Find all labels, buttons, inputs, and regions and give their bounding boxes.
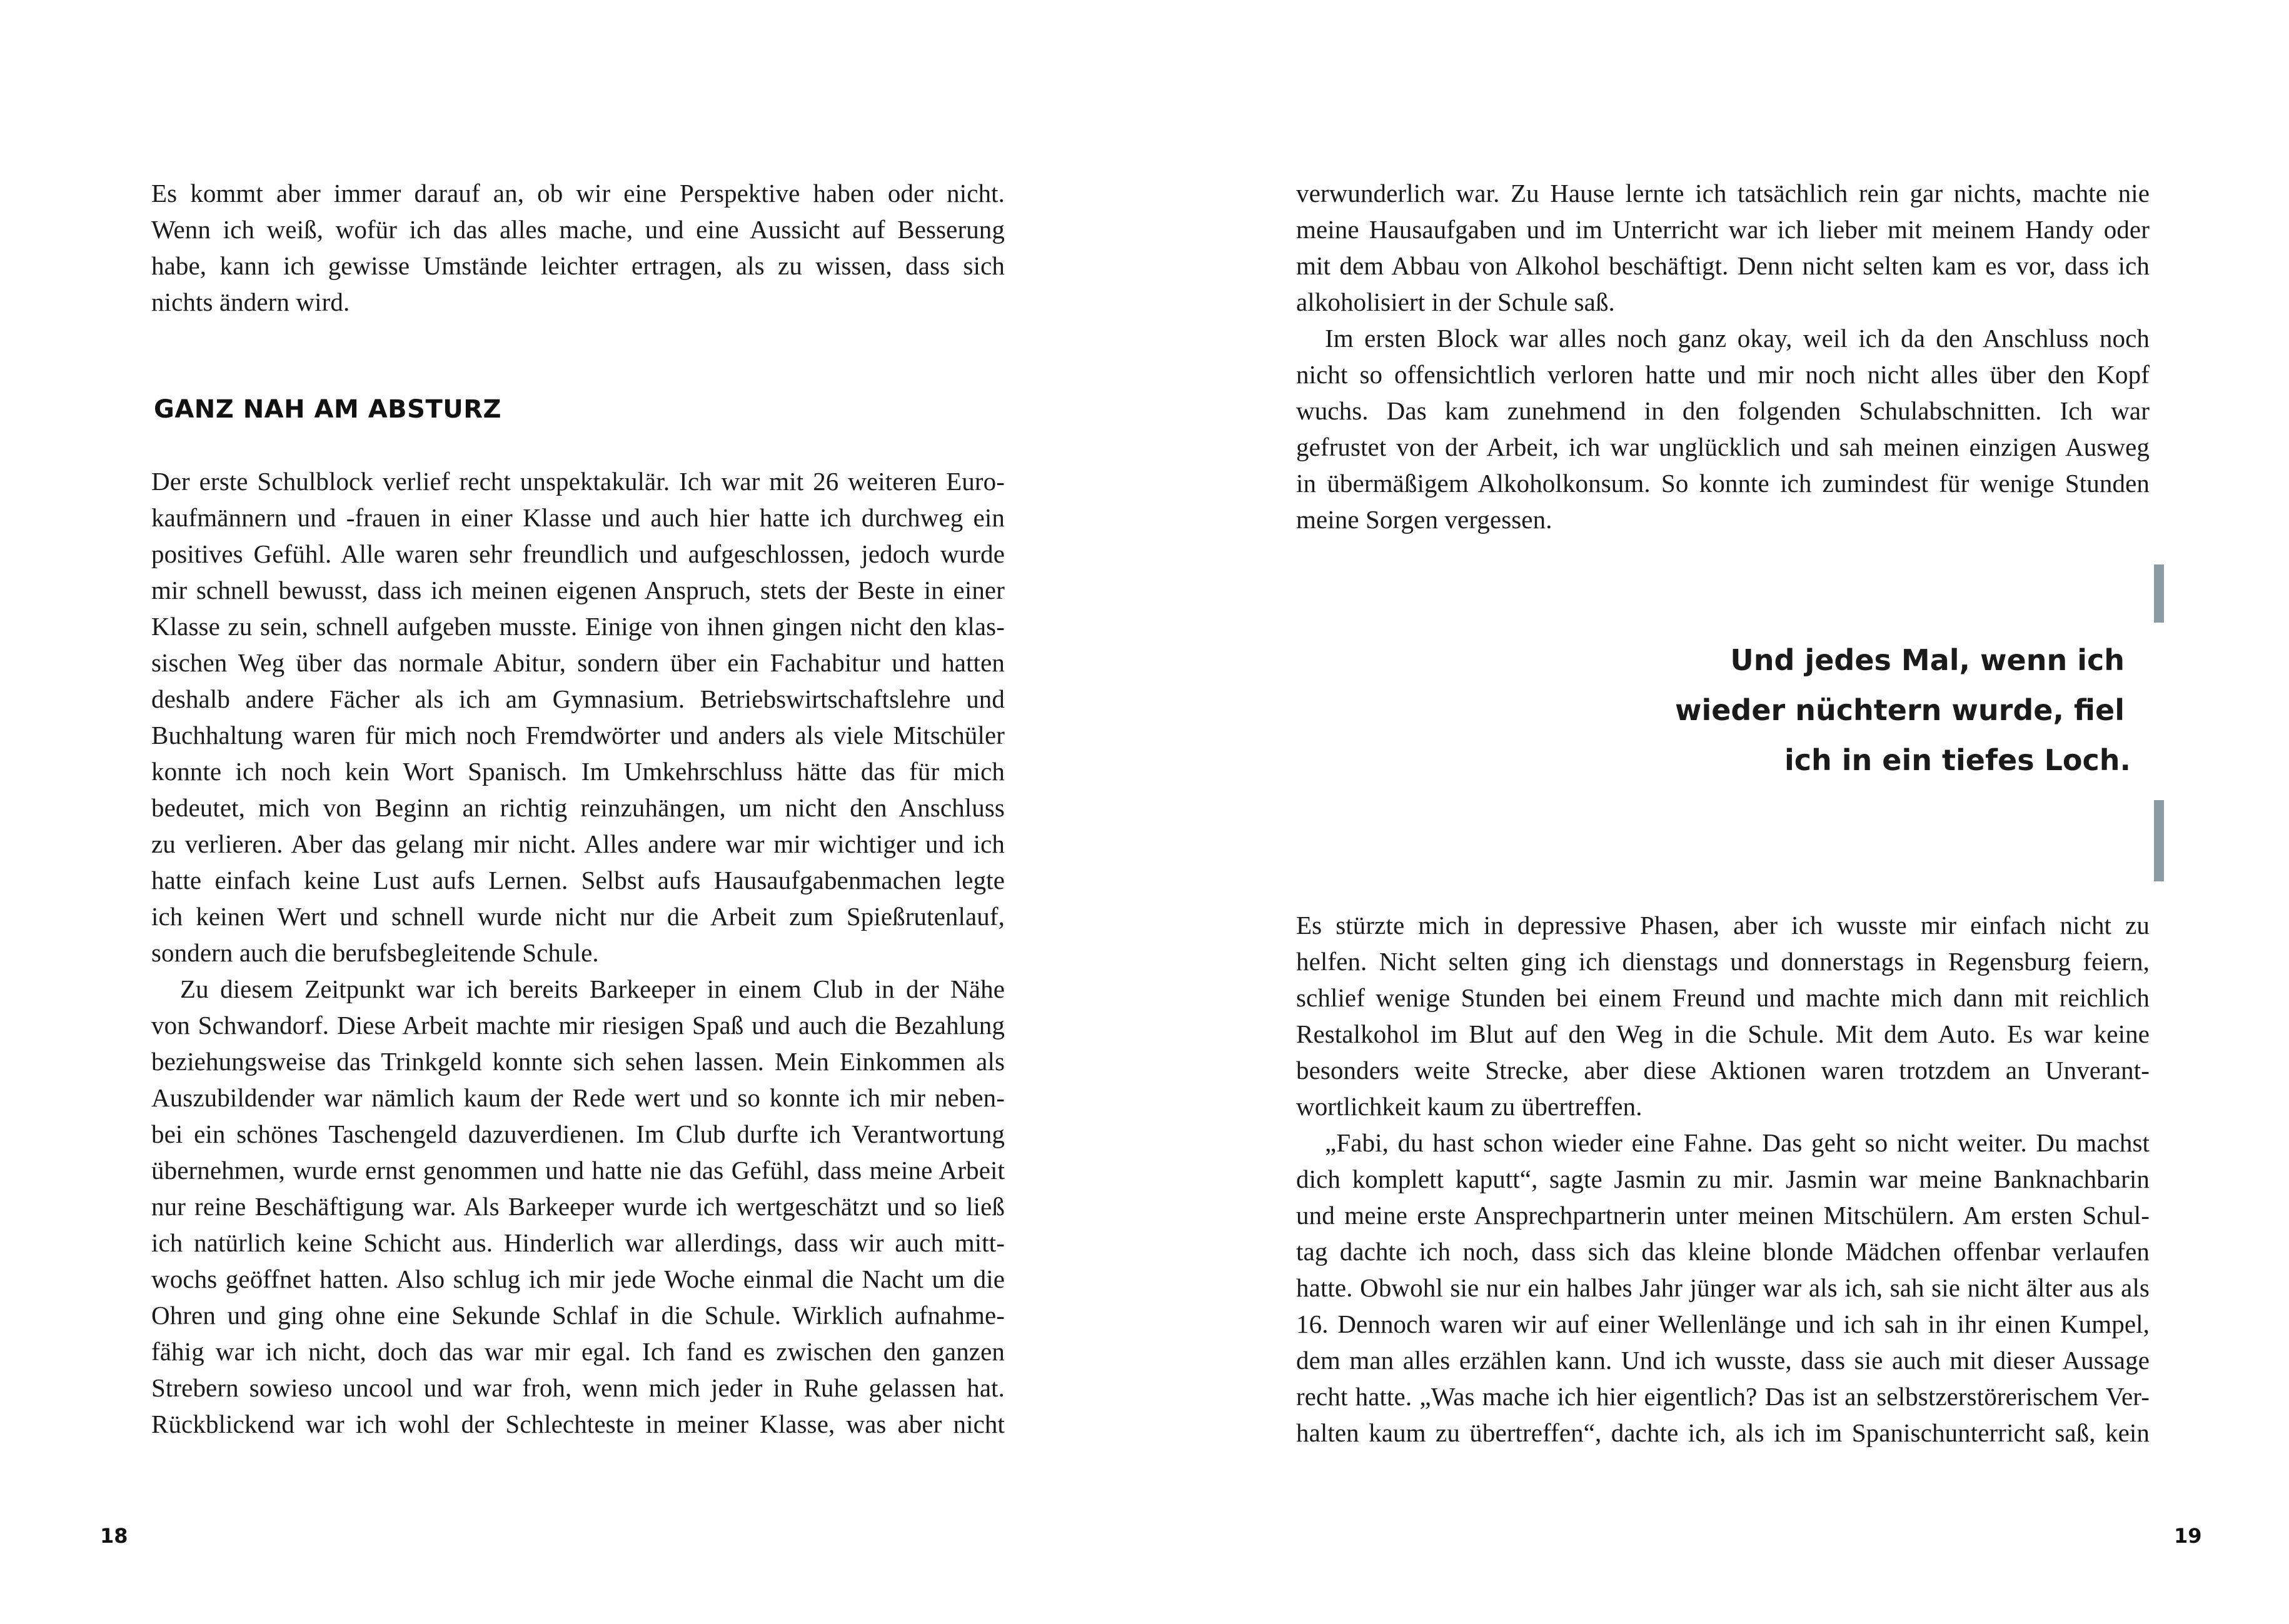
body-line: Ohren und ging ohne eine Sekunde Schlaf in die Schule. Wirklich aufnahme- [151,1301,1005,1330]
left-page [0,0,1144,1624]
page-number: 19 [2174,1524,2202,1548]
body-line: Zu diesem Zeitpunkt war ich bereits Barkeeper in einem Club in der Nähe [180,975,1005,1003]
body-line: recht hatte. „Was mache ich hier eigentlich? Das ist an selbstzerstörerischem Ver- [1296,1382,2150,1411]
body-line: konnte ich noch kein Wort Spanisch. Im Umkehrschluss hätte das für mich [151,757,1005,786]
body-line: Im ersten Block war alles noch ganz okay, weil ich da den Anschluss noch [1325,324,2150,353]
body-line: helfen. Nicht selten ging ich dienstags und donnerstags in Regensburg feiern, [1296,947,2150,976]
body-line: mit dem Abbau von Alkohol beschäftigt. Denn nicht selten kam es vor, dass ich [1296,251,2150,280]
body-line: 16. Dennoch waren wir auf einer Wellenlänge und ich sah in ihr einen Kumpel, [1296,1310,2150,1338]
body-line: „Fabi, du hast schon wieder eine Fahne. Das geht so nicht weiter. Du machst [1325,1128,2150,1157]
body-line: ich natürlich keine Schicht aus. Hinderlich war allerdings, dass wir auch mitt- [151,1228,1005,1257]
body-line: und meine erste Ansprechpartnerin unter meinen Mitschülern. Am ersten Schul- [1296,1201,2150,1230]
body-line: sondern auch die berufsbegleitende Schule. [151,938,599,967]
body-line: dem man alles erzählen kann. Und ich wusste, dass sie auch mit dieser Aussage [1296,1346,2150,1375]
body-line: Der erste Schulblock verlief recht unspektakulär. Ich war mit 26 weiteren Euro- [151,467,1005,496]
body-line: alkoholisiert in der Schule saß. [1296,288,1615,316]
body-line: nicht so offensichtlich verloren hatte und mir noch nicht alles über den Kopf [1296,360,2150,389]
body-line: Auszubildender war nämlich kaum der Rede wert und so konnte ich mir neben- [151,1083,1005,1112]
body-line: von Schwandorf. Diese Arbeit machte mir riesigen Spaß und auch die Bezahlung [151,1011,1005,1040]
body-line: Buchhaltung waren für mich noch Fremdwörter und anders als viele Mitschüler [151,721,1005,749]
intro-line: habe, kann ich gewisse Umstände leichter ertragen, als zu wissen, dass sich [151,251,1005,280]
body-line: ich keinen Wert und schnell wurde nicht nur die Arbeit zum Spießrutenlauf, [151,902,1005,931]
body-line: positives Gefühl. Alle waren sehr freundlich und aufgeschlossen, jedoch wurde [151,539,1005,568]
body-line: zu verlieren. Aber das gelang mir nicht. Alles andere war mir wichtiger und ich [151,830,1005,858]
body-line: mir schnell bewusst, dass ich meinen eigenen Anspruch, stets der Beste in einer [151,576,1005,604]
pull-quote-line: Und jedes Mal, wenn ich [1730,643,2125,677]
pull-quote [1674,635,2148,798]
body-line: Restalkohol im Blut auf den Weg in die Schule. Mit dem Auto. Es war keine [1296,1020,2150,1048]
body-line: bedeutet, mich von Beginn an richtig reinzuhängen, um nicht den Anschluss [151,793,1005,822]
body-line: Klasse zu sein, schnell aufgeben musste. Einige von ihnen gingen nicht den klas- [151,612,1005,641]
intro-line: Es kommt aber immer darauf an, ob wir eine Perspektive haben oder nicht. [151,179,1005,208]
body-line: deshalb andere Fächer als ich am Gymnasium. Betriebswirtschaftslehre und [151,684,1005,713]
intro-line: nichts ändern wird. [151,288,350,316]
body-line: in übermäßigem Alkoholkonsum. So konnte ich zumindest für wenige Stunden [1296,469,2150,498]
body-line: beziehungsweise das Trinkgeld konnte sich sehen lassen. Mein Einkommen als [151,1047,1005,1076]
body-line: übernehmen, wurde ernst genommen und hatte nie das Gefühl, dass meine Arbeit [151,1156,1005,1185]
body-line: hatte. Obwohl sie nur ein halbes Jahr jünger war als ich, sah sie nicht älter aus als [1296,1273,2150,1302]
body-line: verwunderlich war. Zu Hause lernte ich tatsächlich rein gar nichts, machte nie [1296,179,2150,208]
quote-bar-top [2154,564,2164,623]
section-heading: GANZ NAH AM ABSTURZ [154,395,502,424]
body-line: tag dachte ich noch, dass sich das kleine blonde Mädchen offenbar verlaufen [1296,1237,2150,1266]
body-line: Rückblickend war ich wohl der Schlechteste in meiner Klasse, was aber nicht [151,1410,1005,1438]
body-line: sischen Weg über das normale Abitur, sondern über ein Fachabitur und hatten [151,648,1005,677]
body-line: gefrustet von der Arbeit, ich war unglücklich und sah meinen einzigen Ausweg [1296,433,2150,461]
body-line: nur reine Beschäftigung war. Als Barkeeper wurde ich wertgeschätzt und so ließ [151,1192,1005,1221]
body-line: dich komplett kaputt“, sagte Jasmin zu mir. Jasmin war meine Banknachbarin [1296,1165,2150,1193]
body-line: Es stürzte mich in depressive Phasen, aber ich wusste mir einfach nicht zu [1296,911,2150,940]
right-page [1145,0,2289,1624]
body-line: besonders weite Strecke, aber diese Aktionen waren trotzdem an Unverant- [1296,1056,2150,1085]
body-line: hatte einfach keine Lust aufs Lernen. Selbst aufs Hausaufgabenmachen legte [151,866,1005,895]
pull-quote-line: ich in ein tiefes Loch. [1784,743,2131,777]
page-number: 18 [100,1524,128,1548]
body-line: wortlichkeit kaum zu übertreffen. [1296,1092,1643,1121]
body-line: kaufmännern und -frauen in einer Klasse und auch hier hatte ich durchweg ein [151,503,1005,532]
body-line: halten kaum zu übertreffen“, dachte ich, als ich im Spanischunterricht saß, kein [1296,1418,2150,1447]
quote-bar-bottom [2154,800,2164,881]
pull-quote-line: wieder nüchtern wurde, fiel [1674,693,2125,727]
body-line: meine Hausaufgaben und im Unterricht war ich lieber mit meinem Handy oder [1296,215,2150,244]
body-line: schlief wenige Stunden bei einem Freund und machte mich dann mit reichlich [1296,983,2150,1012]
body-line: wuchs. Das kam zunehmend in den folgenden Schulabschnitten. Ich war [1296,396,2150,425]
body-line: wochs geöffnet hatten. Also schlug ich mir jede Woche einmal die Nacht um die [151,1265,1005,1293]
body-line: bei ein schönes Taschengeld dazuverdienen. Im Club durfte ich Verantwortung [151,1120,1005,1148]
body-line: fähig war ich nicht, doch das war mir egal. Ich fand es zwischen den ganzen [151,1337,1005,1366]
body-line: meine Sorgen vergessen. [1296,505,1552,534]
body-line: Strebern sowieso uncool und war froh, wenn mich jeder in Ruhe gelassen hat. [151,1373,1005,1402]
intro-line: Wenn ich weiß, wofür ich das alles mache, und eine Aussicht auf Besserung [151,215,1005,244]
